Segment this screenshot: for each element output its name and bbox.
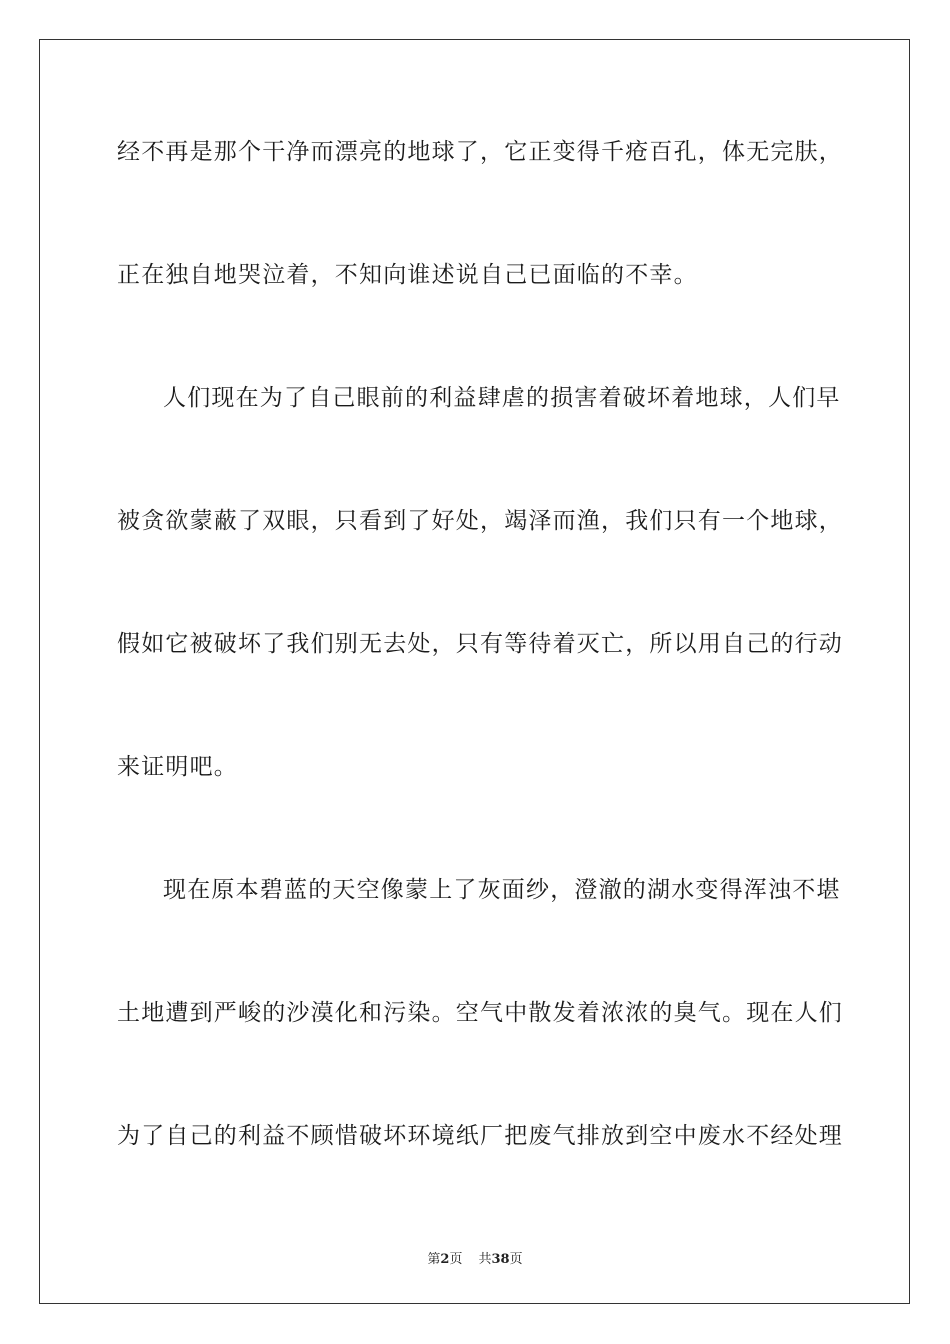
page-border	[39, 39, 910, 1304]
paragraph-start-line-3: 人们现在为了自己眼前的利益肆虐的损害着破坏着地球，人们早	[163, 385, 841, 411]
text-line-4: 被贪欲蒙蔽了双眼，只看到了好处，竭泽而渔，我们只有一个地球，	[117, 508, 843, 534]
page-suffix: 页	[449, 1252, 463, 1267]
total-suffix: 页	[509, 1252, 523, 1267]
text-line-1: 经不再是那个干净而漂亮的地球了，它正变得千疮百孔，体无完肤，	[117, 139, 843, 165]
total-pages: 38	[491, 1252, 510, 1267]
text-line-2: 正在独自地哭泣着，不知向谁述说自己已面临的不幸。	[117, 262, 698, 288]
total-prefix: 共	[478, 1252, 492, 1267]
text-line-6: 来证明吧。	[117, 754, 238, 780]
page-number: 2	[440, 1252, 450, 1267]
page-footer	[0, 1248, 950, 1267]
text-line-8: 土地遭到严峻的沙漠化和污染。空气中散发着浓浓的臭气。现在人们	[117, 1000, 843, 1026]
page-prefix: 第	[427, 1252, 441, 1267]
paragraph-start-line-7: 现在原本碧蓝的天空像蒙上了灰面纱，澄澈的湖水变得浑浊不堪	[163, 877, 841, 903]
text-line-5: 假如它被破坏了我们别无去处，只有等待着灭亡，所以用自己的行动	[117, 631, 843, 657]
text-line-9: 为了自己的利益不顾惜破坏环境纸厂把废气排放到空中废水不经处理	[117, 1123, 843, 1149]
